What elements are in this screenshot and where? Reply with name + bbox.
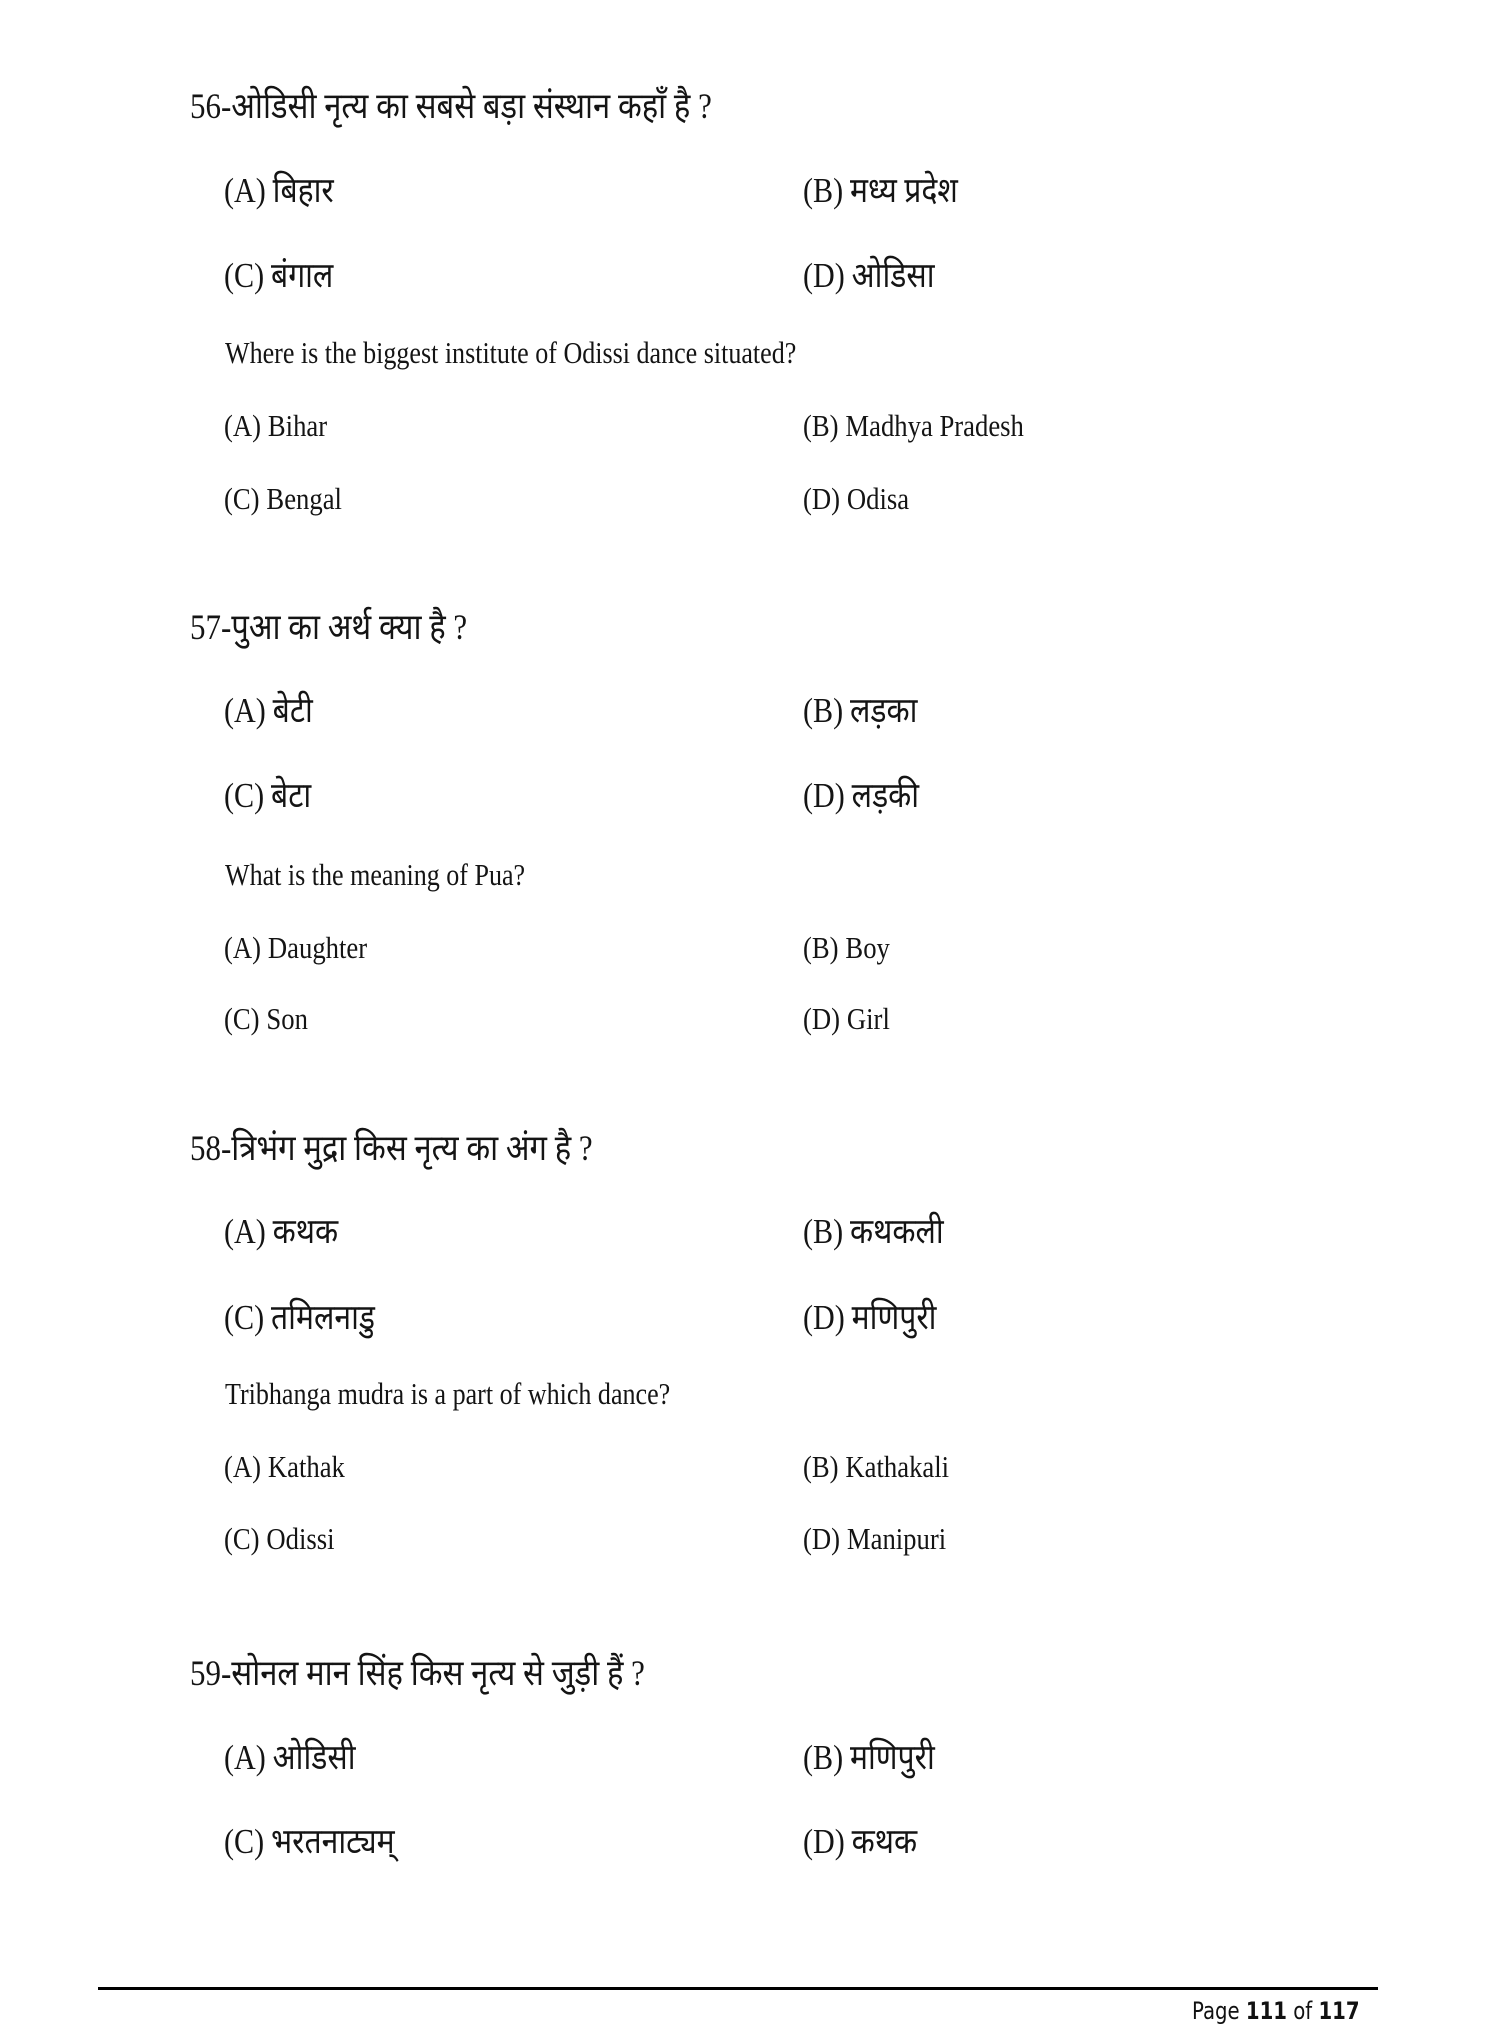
option-a-english [224, 930, 367, 966]
option-label: (C) [224, 1001, 260, 1036]
option-text: Madhya Pradesh [845, 408, 1024, 443]
option-text: बेटी [272, 691, 313, 730]
page-prefix: Page [1192, 1997, 1246, 2025]
option-text: ओडिसी [272, 1738, 356, 1777]
option-label: (A) [224, 1738, 266, 1777]
question-text-hindi: 56-ओडिसी नृत्य का सबसे बड़ा संस्थान कहाँ है ? [190, 86, 712, 126]
option-label: (A) [224, 1212, 266, 1251]
option-c [224, 771, 311, 818]
option-label: (D) [803, 481, 841, 516]
option-text: Bengal [266, 481, 342, 516]
footer-divider [98, 1987, 1378, 1990]
option-text: Daughter [267, 930, 368, 965]
question-text-english: Where is the biggest institute of Odissi dance situated? [225, 335, 797, 370]
question-text-hindi: 59-सोनल मान सिंह किस नृत्य से जुड़ी हैं ? [190, 1653, 645, 1693]
option-label: (B) [803, 1212, 844, 1251]
option-text: भरतनाट्यम् [271, 1822, 395, 1861]
option-text: बेटा [271, 776, 312, 815]
option-text: Kathakali [845, 1449, 950, 1484]
option-label: (A) [224, 408, 262, 443]
option-text: Bihar [267, 408, 328, 443]
option-b [803, 1207, 944, 1254]
option-text: Kathak [267, 1449, 345, 1484]
option-b-english [803, 408, 1024, 444]
option-a [224, 166, 334, 213]
option-text: Boy [845, 930, 890, 965]
option-d [803, 251, 935, 298]
option-label: (C) [224, 481, 260, 516]
option-a-english [224, 1449, 345, 1485]
option-text: बंगाल [271, 256, 334, 295]
page-total: 117 [1318, 1997, 1360, 2025]
option-text: कथक [272, 1212, 339, 1251]
option-text: Son [266, 1001, 308, 1036]
option-text: मणिपुरी [850, 1738, 935, 1777]
option-label: (B) [803, 930, 839, 965]
page-number [1192, 1997, 1360, 2025]
option-label: (C) [224, 1298, 265, 1337]
option-d [803, 1293, 936, 1340]
option-b-english [803, 930, 890, 966]
option-label: (C) [224, 776, 265, 815]
option-a [224, 1207, 338, 1254]
question-text-english: What is the meaning of Pua? [225, 857, 526, 892]
option-d [803, 771, 919, 818]
option-text: कथक [851, 1822, 918, 1861]
option-c [224, 251, 333, 298]
page-of: of [1286, 1997, 1319, 2025]
option-text: Girl [846, 1001, 890, 1036]
option-label: (B) [803, 1449, 839, 1484]
option-label: (D) [803, 1001, 841, 1036]
option-label: (A) [224, 171, 266, 210]
option-b-english [803, 1449, 949, 1485]
option-label: (A) [224, 691, 266, 730]
option-c-english [224, 481, 342, 517]
option-label: (B) [803, 691, 844, 730]
option-label: (C) [224, 256, 265, 295]
option-text: मध्य प्रदेश [850, 171, 958, 210]
page-current: 111 [1245, 1997, 1287, 2025]
option-label: (A) [224, 1449, 262, 1484]
question-text-hindi: 58-त्रिभंग मुद्रा किस नृत्य का अंग है ? [190, 1128, 593, 1168]
option-label: (D) [803, 1521, 841, 1556]
option-d-english [803, 481, 909, 517]
option-c-english [224, 1521, 335, 1557]
option-text: ओडिसा [851, 256, 935, 295]
option-text: बिहार [272, 171, 334, 210]
option-text: लड़की [851, 776, 920, 815]
option-label: (B) [803, 408, 839, 443]
option-text: Manipuri [846, 1521, 947, 1556]
option-a [224, 1733, 356, 1780]
option-d-english [803, 1521, 946, 1557]
option-b [803, 1733, 935, 1780]
option-c [224, 1293, 375, 1340]
option-text: Odisa [846, 481, 910, 516]
option-label: (D) [803, 776, 845, 815]
option-b [803, 166, 958, 213]
question-text-hindi: 57-पुआ का अर्थ क्या है ? [190, 607, 468, 647]
option-c [224, 1817, 395, 1864]
option-text: Odissi [266, 1521, 335, 1556]
option-text: तमिलनाडु [271, 1298, 375, 1337]
option-text: कथकली [850, 1212, 944, 1251]
option-text: लड़का [850, 691, 918, 730]
option-label: (B) [803, 1738, 844, 1777]
option-label: (C) [224, 1822, 265, 1861]
option-text: मणिपुरी [851, 1298, 937, 1337]
option-a-english [224, 408, 327, 444]
option-label: (D) [803, 1822, 845, 1861]
option-d-english [803, 1001, 890, 1037]
option-label: (D) [803, 1298, 845, 1337]
option-c-english [224, 1001, 308, 1037]
option-label: (A) [224, 930, 262, 965]
option-label: (C) [224, 1521, 260, 1556]
option-label: (B) [803, 171, 844, 210]
question-text-english: Tribhanga mudra is a part of which dance? [225, 1376, 671, 1411]
option-b [803, 686, 917, 733]
option-d [803, 1817, 917, 1864]
option-label: (D) [803, 256, 845, 295]
option-a [224, 686, 313, 733]
